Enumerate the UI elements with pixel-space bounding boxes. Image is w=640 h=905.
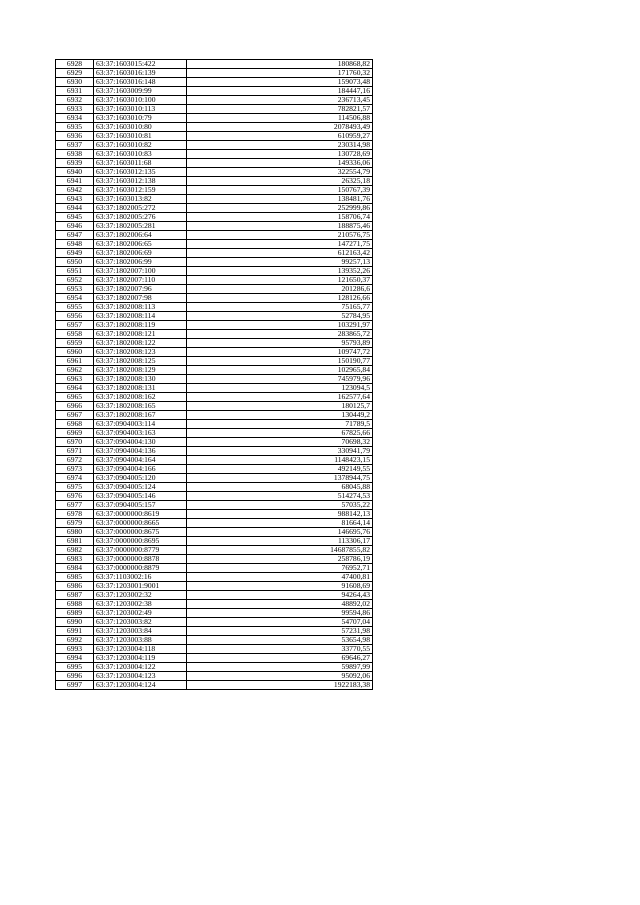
- value-cell: 71789,5: [187, 420, 373, 429]
- row-number: 6963: [56, 375, 94, 384]
- row-number: 6957: [56, 321, 94, 330]
- table-row: [56, 204, 373, 213]
- table-row: [56, 348, 373, 357]
- cadastral-number: 63:37:0904004:136: [94, 447, 187, 456]
- table-row: [56, 627, 373, 636]
- cadastral-number: 63:37:1603011:68: [94, 159, 187, 168]
- table-row: [56, 186, 373, 195]
- row-number: 6951: [56, 267, 94, 276]
- row-number: 6994: [56, 654, 94, 663]
- table-row: [56, 600, 373, 609]
- row-number: 6941: [56, 177, 94, 186]
- value-cell: 123094,5: [187, 384, 373, 393]
- value-cell: 113306,17: [187, 537, 373, 546]
- cadastral-number: 63:37:1203002:49: [94, 609, 187, 618]
- cadastral-number: 63:37:1203003:84: [94, 627, 187, 636]
- row-number: 6973: [56, 465, 94, 474]
- table-row: [56, 636, 373, 645]
- table-row: [56, 402, 373, 411]
- row-number: 6959: [56, 339, 94, 348]
- table-row: [56, 267, 373, 276]
- table-row: [56, 474, 373, 483]
- cadastral-number: 63:37:1802008:125: [94, 357, 187, 366]
- cadastral-number: 63:37:1802008:130: [94, 375, 187, 384]
- row-number: 6950: [56, 258, 94, 267]
- table-row: [56, 276, 373, 285]
- value-cell: 139352,26: [187, 267, 373, 276]
- cadastral-number: 63:37:1103002:16: [94, 573, 187, 582]
- cadastral-number: 63:37:1802008:123: [94, 348, 187, 357]
- row-number: 6969: [56, 429, 94, 438]
- table-row: [56, 303, 373, 312]
- value-cell: 130449,2: [187, 411, 373, 420]
- row-number: 6976: [56, 492, 94, 501]
- value-cell: 610959,27: [187, 132, 373, 141]
- table-row: [56, 285, 373, 294]
- value-cell: 158706,74: [187, 213, 373, 222]
- cadastral-number: 63:37:0904003:163: [94, 429, 187, 438]
- cadastral-number: 63:37:1203004:118: [94, 645, 187, 654]
- row-number: 6970: [56, 438, 94, 447]
- cadastral-number: 63:37:1203004:122: [94, 663, 187, 672]
- value-cell: 146695,76: [187, 528, 373, 537]
- row-number: 6993: [56, 645, 94, 654]
- table-row: [56, 249, 373, 258]
- cadastral-number: 63:37:1802007:96: [94, 285, 187, 294]
- row-number: 6948: [56, 240, 94, 249]
- cadastral-number: 63:37:1802005:272: [94, 204, 187, 213]
- cadastral-number: 63:37:1802005:281: [94, 222, 187, 231]
- value-cell: 128126,66: [187, 294, 373, 303]
- table-row: [56, 555, 373, 564]
- value-cell: 252999,86: [187, 204, 373, 213]
- value-cell: 91608,69: [187, 582, 373, 591]
- cadastral-number: 63:37:1603010:79: [94, 114, 187, 123]
- cadastral-number: 63:37:1203004:124: [94, 681, 187, 690]
- value-cell: 138481,76: [187, 195, 373, 204]
- cadastral-number: 63:37:1603010:82: [94, 141, 187, 150]
- row-number: 6953: [56, 285, 94, 294]
- table-row: [56, 96, 373, 105]
- row-number: 6995: [56, 663, 94, 672]
- table-row: [56, 213, 373, 222]
- value-cell: 258786,19: [187, 555, 373, 564]
- table-row: [56, 168, 373, 177]
- row-number: 6966: [56, 402, 94, 411]
- table-row: [56, 447, 373, 456]
- row-number: 6996: [56, 672, 94, 681]
- value-cell: 114506,88: [187, 114, 373, 123]
- table-row: [56, 546, 373, 555]
- cadastral-number: 63:37:1802007:100: [94, 267, 187, 276]
- row-number: 6929: [56, 69, 94, 78]
- cadastral-number: 63:37:1603009:99: [94, 87, 187, 96]
- table-row: [56, 177, 373, 186]
- table-row: [56, 357, 373, 366]
- table-row: [56, 141, 373, 150]
- value-cell: 52784,95: [187, 312, 373, 321]
- value-cell: 180125,7: [187, 402, 373, 411]
- value-cell: 162577,64: [187, 393, 373, 402]
- cadastral-number: 63:37:0904005:124: [94, 483, 187, 492]
- row-number: 6984: [56, 564, 94, 573]
- table-row: [56, 294, 373, 303]
- table-row: [56, 510, 373, 519]
- value-cell: 70698,32: [187, 438, 373, 447]
- table-row: [56, 519, 373, 528]
- value-cell: 48892,02: [187, 600, 373, 609]
- cadastral-number: 63:37:1802006:99: [94, 258, 187, 267]
- row-number: 6946: [56, 222, 94, 231]
- value-cell: 59897,99: [187, 663, 373, 672]
- cadastral-number: 63:37:0904004:164: [94, 456, 187, 465]
- value-cell: 47400,81: [187, 573, 373, 582]
- cadastral-number: 63:37:1603010:113: [94, 105, 187, 114]
- table-row: [56, 393, 373, 402]
- value-cell: 2078493,49: [187, 123, 373, 132]
- cadastral-number: 63:37:0000000:8878: [94, 555, 187, 564]
- row-number: 6975: [56, 483, 94, 492]
- cadastral-number: 63:37:1603012:138: [94, 177, 187, 186]
- value-cell: 68045,88: [187, 483, 373, 492]
- table-row: [56, 69, 373, 78]
- value-cell: 210576,75: [187, 231, 373, 240]
- value-cell: 782821,57: [187, 105, 373, 114]
- row-number: 6979: [56, 519, 94, 528]
- cadastral-number: 63:37:1802008:167: [94, 411, 187, 420]
- table-row: [56, 366, 373, 375]
- value-cell: 26325,18: [187, 177, 373, 186]
- row-number: 6930: [56, 78, 94, 87]
- cadastral-number: 63:37:1802006:64: [94, 231, 187, 240]
- cadastral-number: 63:37:1603015:422: [94, 60, 187, 69]
- table-row: [56, 87, 373, 96]
- value-cell: 330941,79: [187, 447, 373, 456]
- table-row: [56, 564, 373, 573]
- cadastral-number: 63:37:1603016:139: [94, 69, 187, 78]
- cadastral-number: 63:37:1603010:100: [94, 96, 187, 105]
- value-cell: 1378944,75: [187, 474, 373, 483]
- value-cell: 54707,04: [187, 618, 373, 627]
- value-cell: 492149,55: [187, 465, 373, 474]
- row-number: 6958: [56, 330, 94, 339]
- table-row: [56, 420, 373, 429]
- cadastral-number: 63:37:0904004:130: [94, 438, 187, 447]
- table-row: [56, 258, 373, 267]
- table-row: [56, 582, 373, 591]
- cadastral-number: 63:37:1802007:110: [94, 276, 187, 285]
- table-row: [56, 195, 373, 204]
- cadastral-number: 63:37:1603013:82: [94, 195, 187, 204]
- cadastral-number: 63:37:1802008:129: [94, 366, 187, 375]
- value-cell: 236713,45: [187, 96, 373, 105]
- row-number: 6931: [56, 87, 94, 96]
- table-row: [56, 240, 373, 249]
- row-number: 6972: [56, 456, 94, 465]
- value-cell: 171760,32: [187, 69, 373, 78]
- row-number: 6989: [56, 609, 94, 618]
- cadastral-number: 63:37:0000000:8665: [94, 519, 187, 528]
- value-cell: 150190,77: [187, 357, 373, 366]
- row-number: 6974: [56, 474, 94, 483]
- value-cell: 201286,6: [187, 285, 373, 294]
- row-number: 6934: [56, 114, 94, 123]
- value-cell: 94264,43: [187, 591, 373, 600]
- table-row: [56, 321, 373, 330]
- row-number: 6933: [56, 105, 94, 114]
- table-row: [56, 618, 373, 627]
- cadastral-number: 63:37:1203003:82: [94, 618, 187, 627]
- cadastral-number: 63:37:0000000:8879: [94, 564, 187, 573]
- row-number: 6990: [56, 618, 94, 627]
- cadastral-number: 63:37:1603010:83: [94, 150, 187, 159]
- cadastral-number: 63:37:1203001:9001: [94, 582, 187, 591]
- value-cell: 514274,53: [187, 492, 373, 501]
- cadastral-number: 63:37:1203003:88: [94, 636, 187, 645]
- row-number: 6961: [56, 357, 94, 366]
- cadastral-number: 63:37:1802008:165: [94, 402, 187, 411]
- row-number: 6952: [56, 276, 94, 285]
- row-number: 6955: [56, 303, 94, 312]
- table-row: [56, 78, 373, 87]
- value-cell: 57035,22: [187, 501, 373, 510]
- cadastral-number: 63:37:1203002:38: [94, 600, 187, 609]
- cadastral-number: 63:37:1802008:113: [94, 303, 187, 312]
- value-cell: 283865,72: [187, 330, 373, 339]
- table-row: [56, 573, 373, 582]
- cadastral-number: 63:37:1203002:32: [94, 591, 187, 600]
- value-cell: 149336,06: [187, 159, 373, 168]
- value-cell: 147271,75: [187, 240, 373, 249]
- table-row: [56, 654, 373, 663]
- table-row: [56, 609, 373, 618]
- row-number: 6936: [56, 132, 94, 141]
- cadastral-number: 63:37:1802008:131: [94, 384, 187, 393]
- value-cell: 95092,06: [187, 672, 373, 681]
- table-row: [56, 591, 373, 600]
- row-number: 6965: [56, 393, 94, 402]
- table-row: [56, 231, 373, 240]
- row-number: 6981: [56, 537, 94, 546]
- cadastral-number: 63:37:1603010:81: [94, 132, 187, 141]
- row-number: 6992: [56, 636, 94, 645]
- row-number: 6945: [56, 213, 94, 222]
- value-cell: 612163,42: [187, 249, 373, 258]
- row-number: 6962: [56, 366, 94, 375]
- row-number: 6977: [56, 501, 94, 510]
- value-cell: 150767,39: [187, 186, 373, 195]
- value-cell: 99257,13: [187, 258, 373, 267]
- table-row: [56, 132, 373, 141]
- table-row: [56, 438, 373, 447]
- row-number: 6940: [56, 168, 94, 177]
- cadastral-number: 63:37:1603012:135: [94, 168, 187, 177]
- cadastral-number: 63:37:0000000:8619: [94, 510, 187, 519]
- row-number: 6938: [56, 150, 94, 159]
- value-cell: 81664,14: [187, 519, 373, 528]
- value-cell: 988142,13: [187, 510, 373, 519]
- value-cell: 121650,37: [187, 276, 373, 285]
- value-cell: 103291,97: [187, 321, 373, 330]
- cadastral-number: 63:37:1203004:123: [94, 672, 187, 681]
- row-number: 6997: [56, 681, 94, 690]
- value-cell: 184447,16: [187, 87, 373, 96]
- value-cell: 102965,84: [187, 366, 373, 375]
- value-cell: 180868,82: [187, 60, 373, 69]
- row-number: 6954: [56, 294, 94, 303]
- row-number: 6944: [56, 204, 94, 213]
- table-row: [56, 429, 373, 438]
- cadastral-number: 63:37:0904005:146: [94, 492, 187, 501]
- value-cell: 159073,48: [187, 78, 373, 87]
- row-number: 6983: [56, 555, 94, 564]
- cadastral-number: 63:37:0904004:166: [94, 465, 187, 474]
- table-body: [56, 60, 373, 690]
- cadastral-number: 63:37:1802006:65: [94, 240, 187, 249]
- row-number: 6987: [56, 591, 94, 600]
- table-row: [56, 105, 373, 114]
- table-row: [56, 60, 373, 69]
- value-cell: 188875,46: [187, 222, 373, 231]
- table-row: [56, 483, 373, 492]
- table-row: [56, 159, 373, 168]
- table-row: [56, 411, 373, 420]
- value-cell: 230314,98: [187, 141, 373, 150]
- cadastral-number: 63:37:0000000:8695: [94, 537, 187, 546]
- cadastral-number: 63:37:1802008:162: [94, 393, 187, 402]
- cadastral-number: 63:37:1603010:80: [94, 123, 187, 132]
- cadastral-number: 63:37:1603012:159: [94, 186, 187, 195]
- cadastral-number: 63:37:1802008:119: [94, 321, 187, 330]
- cadastral-number: 63:37:1802007:98: [94, 294, 187, 303]
- row-number: 6980: [56, 528, 94, 537]
- table-row: [56, 663, 373, 672]
- row-number: 6935: [56, 123, 94, 132]
- table-row: [56, 339, 373, 348]
- row-number: 6991: [56, 627, 94, 636]
- row-number: 6943: [56, 195, 94, 204]
- row-number: 6978: [56, 510, 94, 519]
- row-number: 6982: [56, 546, 94, 555]
- row-number: 6971: [56, 447, 94, 456]
- value-cell: 69646,27: [187, 654, 373, 663]
- row-number: 6967: [56, 411, 94, 420]
- value-cell: 130728,69: [187, 150, 373, 159]
- row-number: 6949: [56, 249, 94, 258]
- table-row: [56, 528, 373, 537]
- cadastral-number: 63:37:1802006:69: [94, 249, 187, 258]
- value-cell: 99594,86: [187, 609, 373, 618]
- data-table: [55, 59, 373, 690]
- value-cell: 76952,71: [187, 564, 373, 573]
- row-number: 6985: [56, 573, 94, 582]
- row-number: 6986: [56, 582, 94, 591]
- value-cell: 1922183,38: [187, 681, 373, 690]
- table-row: [56, 330, 373, 339]
- value-cell: 57231,98: [187, 627, 373, 636]
- row-number: 6932: [56, 96, 94, 105]
- value-cell: 1148423,15: [187, 456, 373, 465]
- row-number: 6968: [56, 420, 94, 429]
- cadastral-number: 63:37:1802005:276: [94, 213, 187, 222]
- table-row: [56, 672, 373, 681]
- value-cell: 33770,55: [187, 645, 373, 654]
- table-row: [56, 123, 373, 132]
- row-number: 6988: [56, 600, 94, 609]
- value-cell: 14687855,82: [187, 546, 373, 555]
- row-number: 6947: [56, 231, 94, 240]
- table-row: [56, 501, 373, 510]
- table-row: [56, 456, 373, 465]
- table-row: [56, 645, 373, 654]
- value-cell: 53654,98: [187, 636, 373, 645]
- cadastral-number: 63:37:1203004:119: [94, 654, 187, 663]
- cadastral-number: 63:37:1603016:148: [94, 78, 187, 87]
- cadastral-number: 63:37:0000000:8779: [94, 546, 187, 555]
- cadastral-number: 63:37:1802008:122: [94, 339, 187, 348]
- row-number: 6939: [56, 159, 94, 168]
- value-cell: 95793,89: [187, 339, 373, 348]
- row-number: 6964: [56, 384, 94, 393]
- cadastral-number: 63:37:0904003:114: [94, 420, 187, 429]
- table-row: [56, 312, 373, 321]
- table-row: [56, 114, 373, 123]
- value-cell: 322554,79: [187, 168, 373, 177]
- value-cell: 109747,72: [187, 348, 373, 357]
- table-row: [56, 150, 373, 159]
- value-cell: 745979,96: [187, 375, 373, 384]
- table-row: [56, 222, 373, 231]
- row-number: 6956: [56, 312, 94, 321]
- row-number: 6942: [56, 186, 94, 195]
- table-row: [56, 465, 373, 474]
- value-cell: 67825,66: [187, 429, 373, 438]
- table-row: [56, 492, 373, 501]
- row-number: 6960: [56, 348, 94, 357]
- cadastral-number: 63:37:0904005:157: [94, 501, 187, 510]
- table-row: [56, 375, 373, 384]
- table-row: [56, 384, 373, 393]
- cadastral-number: 63:37:1802008:121: [94, 330, 187, 339]
- table-row: [56, 681, 373, 690]
- table-row: [56, 537, 373, 546]
- row-number: 6928: [56, 60, 94, 69]
- cadastral-number: 63:37:0904005:120: [94, 474, 187, 483]
- value-cell: 75165,77: [187, 303, 373, 312]
- cadastral-number: 63:37:1802008:114: [94, 312, 187, 321]
- row-number: 6937: [56, 141, 94, 150]
- cadastral-number: 63:37:0000000:8675: [94, 528, 187, 537]
